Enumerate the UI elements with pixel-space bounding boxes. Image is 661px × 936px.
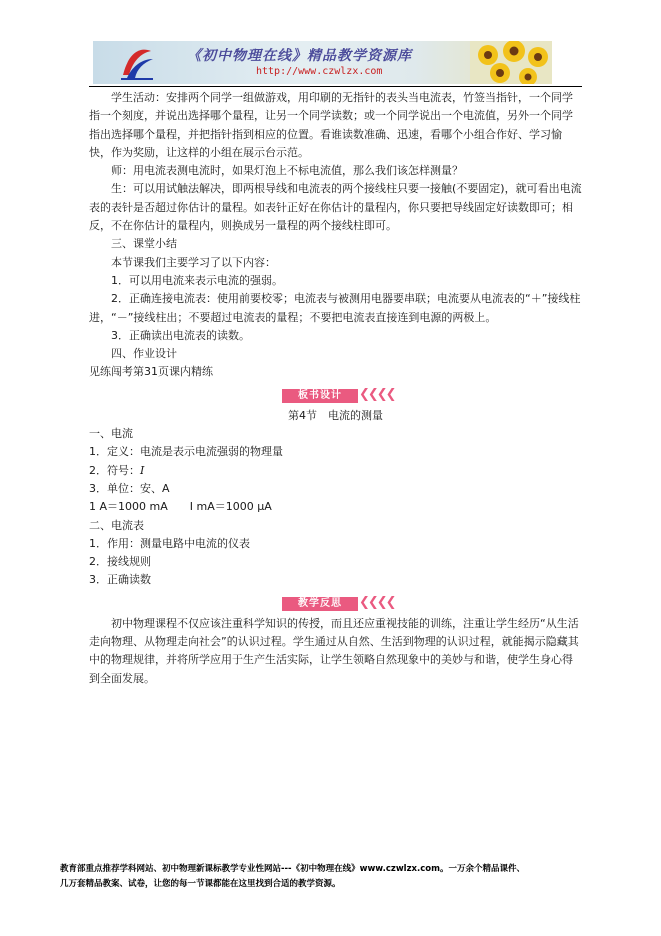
summary-heading: 三、课堂小结 [111, 237, 177, 251]
chevron-left-icon: ❮❮❮❮ [359, 386, 395, 402]
board-line: 二、电流表 [89, 518, 144, 532]
board-line: 1．作用：测量电路中电流的仪表 [89, 536, 250, 550]
board-line: 2．接线规则 [89, 555, 151, 569]
board-line: 3．正确读数 [89, 573, 151, 587]
board-unit-conversion: 1 A＝1000 mA I mA＝1000 μA [89, 500, 272, 514]
board-line: 1．定义：电流是表示电流强弱的物理量 [89, 445, 283, 459]
page-footer [60, 862, 605, 892]
summary-intro: 本节课我们主要学习了以下内容： [111, 255, 276, 269]
document-body [89, 89, 582, 688]
banner-title: 《初中物理在线》精品教学资源库 [187, 48, 412, 64]
header-rule [89, 86, 582, 87]
reflection-badge [89, 594, 582, 612]
board-line: 3．单位：安、A [89, 481, 170, 495]
board-design-label: 板书设计 [282, 389, 358, 403]
header-banner [93, 41, 552, 84]
homework-heading: 四、作业设计 [111, 347, 177, 361]
footer-line-1: 教育部重点推荐学科网站、初中物理新课标教学专业性网站---《初中物理在线》www.czwlzx.com。一万余个精品课件、 [60, 864, 525, 874]
board-design-badge [89, 386, 582, 404]
board-symbol-label: 2．符号： [89, 463, 140, 477]
sunflower-image-icon [470, 41, 552, 84]
reflection-label: 教学反思 [282, 597, 358, 611]
teacher-question: 师：用电流表测电流时，如果灯泡上不标电流值，那么我们该怎样测量？ [111, 164, 463, 178]
chevron-left-icon: ❮❮❮❮ [359, 594, 395, 610]
homework-text: 见练闯考第31页课内精练 [89, 365, 213, 379]
board-symbol-value: I [140, 463, 145, 477]
footer-line-2: 几万套精品教案、试卷，让您的每一节课都能在这里找到合适的教学资源。 [60, 879, 341, 889]
activity-paragraph: 学生活动：安排两个同学一组做游戏，用印刷的无指针的表头当电流表，竹签当指针，一个同学指一个刻度，并说出选择哪个量程，让另一个同学读数；或一个同学说出一个电流值，另外一个同学指出选择哪个量程，并把指针指到相应的位置。看谁读数准确、迅速，看哪个小组合作好、学习愉快，作为奖励，让这样的小组在展示台示范。 [89, 91, 573, 159]
student-answer: 生：可以用试触法解决，即两根导线和电流表的两个接线柱只要一接触(不要固定)，就可看出电流表的表针是否超过你估计的量程。如表针正好在你估计的量程内，你只要把导线固定好读数即可；相反，不在你估计的量程内，则换成另一量程的两个接线柱即可。 [89, 182, 582, 233]
board-symbol-line [89, 462, 582, 480]
banner-url[interactable]: http://www.czwlzx.com [256, 66, 383, 77]
reflection-text: 初中物理课程不仅应该注重科学知识的传授，而且还应重视技能的训练，注重让学生经历“从生活走向物理、从物理走向社会”的认识过程。学生通过从自然、生活到物理的认识过程，就能揭示隐藏其中的物理规律，并将所学应用于生产生活实际，让学生领略自然现象中的美妙与和谐，使学生身心得到全面发展。 [89, 616, 579, 685]
summary-item-2: 2．正确连接电流表：使用前要校零；电流表与被测用电器要串联；电流要从电流表的“＋”接线柱进，“－”接线柱出；不要超过电流表的量程；不要把电流表直接连到电源的两极上。 [89, 292, 581, 324]
summary-item-1: 1．可以用电流来表示电流的强弱。 [111, 273, 283, 287]
board-section-title: 第4节 电流的测量 [288, 408, 383, 422]
summary-item-3: 3．正确读出电流表的读数。 [111, 328, 250, 342]
site-logo-icon [119, 45, 155, 81]
board-line: 一、电流 [89, 427, 133, 441]
